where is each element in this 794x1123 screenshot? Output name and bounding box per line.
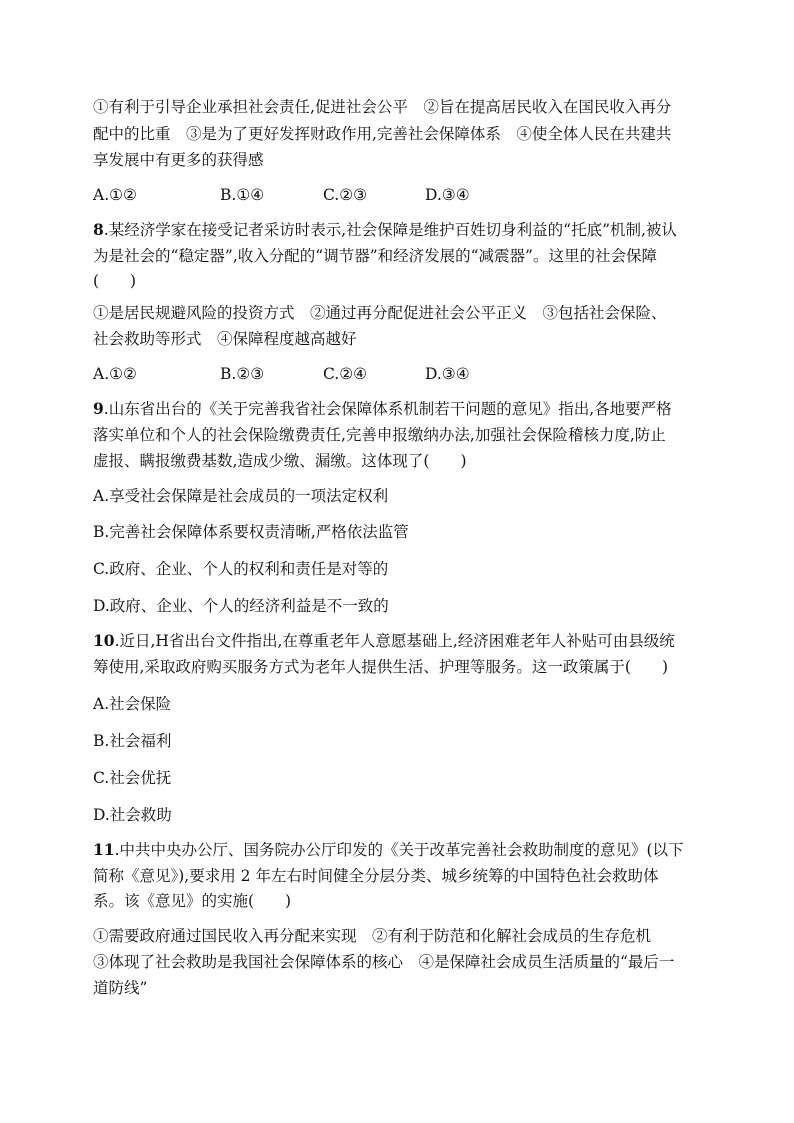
q7-statement-line: 配中的比重 ③是为了更好发挥财政作用,完善社会保障体系 ④使全体人民在共建共	[93, 125, 672, 143]
q11-statement-line: ③体现了社会救助是我国社会保障体系的核心 ④是保障社会成员生活质量的“最后一	[93, 953, 675, 971]
q10-option-a: A.社会保险	[93, 695, 172, 713]
q7-option-c: C.②③	[323, 186, 368, 204]
q8-option-b: B.②③	[220, 365, 265, 383]
q8-number: 8	[93, 220, 104, 239]
q10-option-d: D.社会救助	[93, 806, 172, 824]
q8-option-a: A.①②	[93, 365, 137, 383]
q11-stem-text: .中共中央办公厅、国务院办公厅印发的《关于改革完善社会救助制度的意见》(以下	[114, 841, 684, 859]
q11-stem	[93, 840, 684, 860]
q11-stem-line: 系。该《意见》的实施( )	[93, 892, 292, 910]
q11-statement-line: 道防线”	[93, 979, 148, 997]
q8-stem-line: ( )	[93, 272, 137, 290]
q9-option-b: B.完善社会保障体系要权责清晰,严格依法监管	[93, 523, 409, 541]
q9-stem	[93, 399, 672, 419]
q9-option-a: A.享受社会保障是社会成员的一项法定权利	[93, 487, 389, 505]
q7-statement-line: 享发展中有更多的获得感	[93, 151, 264, 169]
q7-statement-line: ①有利于引导企业承担社会责任,促进社会公平 ②旨在提高居民收入在国民收入再分	[93, 98, 672, 116]
q11-statement-line: ①需要政府通过国民收入再分配来实现 ②有利于防范和化解社会成员的生存危机	[93, 927, 652, 945]
q9-stem-text: .山东省出台的《关于完善我省社会保障体系机制若干问题的意见》指出,各地要严格	[103, 400, 672, 418]
q10-stem	[93, 631, 675, 651]
q8-stem-line: 为是社会的“稳定器”,收入分配的“调节器”和经济发展的“减震器”。这里的社会保障	[93, 247, 657, 265]
q9-stem-line: 虚报、瞒报缴费基数,造成少缴、漏缴。这体现了( )	[93, 452, 467, 470]
q8-statement-line: 社会救助等形式 ④保障程度越高越好	[93, 330, 357, 348]
q7-option-d: D.③④	[425, 186, 470, 204]
q9-option-d: D.政府、企业、个人的经济利益是不一致的	[93, 597, 389, 615]
q8-statement-line: ①是居民规避风险的投资方式 ②通过再分配促进社会公平正义 ③包括社会保险、	[93, 304, 667, 322]
q10-number: 10	[93, 631, 115, 650]
q9-stem-line: 落实单位和个人的社会保险缴费责任,完善申报缴纳办法,加强社会保险稽核力度,防止	[93, 426, 666, 444]
q9-number: 9	[93, 399, 104, 418]
q7-option-a: A.①②	[93, 186, 137, 204]
q7-option-b: B.①④	[220, 186, 265, 204]
q8-option-c: C.②④	[323, 365, 368, 383]
q8-stem	[93, 220, 677, 240]
q11-number: 11	[93, 840, 115, 859]
q8-option-d: D.③④	[425, 365, 470, 383]
q8-stem-text: .某经济学家在接受记者采访时表示,社会保障是维护百姓切身利益的“托底”机制,被认	[103, 221, 677, 239]
q9-option-c: C.政府、企业、个人的权利和责任是对等的	[93, 560, 389, 578]
q10-option-b: B.社会福利	[93, 732, 172, 750]
q10-stem-line: 筹使用,采取政府购买服务方式为老年人提供生活、护理等服务。这一政策属于( )	[93, 658, 669, 676]
q11-stem-line: 简称《意见》),要求用 2 年左右时间健全分层分类、城乡统筹的中国特色社会救助体	[93, 867, 659, 885]
q10-option-c: C.社会优抚	[93, 769, 172, 787]
q10-stem-text: .近日,H省出台文件指出,在尊重老年人意愿基础上,经济困难老年人补贴可由县级统	[114, 632, 675, 650]
